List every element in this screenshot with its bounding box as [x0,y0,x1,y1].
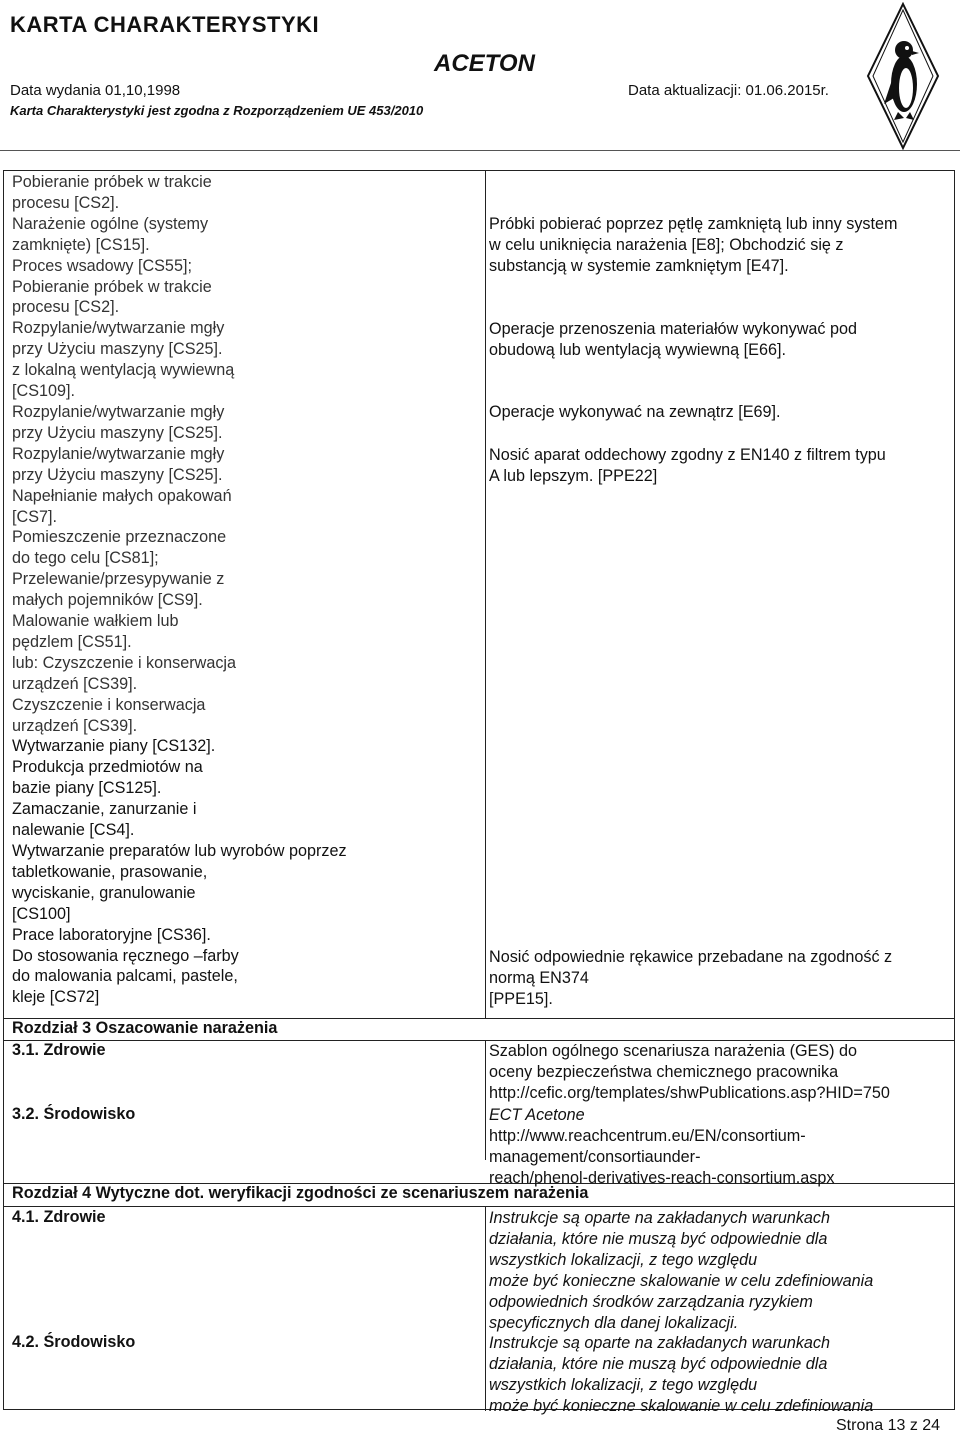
condition-line: Narażenie ogólne (systemy [12,214,209,233]
condition-line: kleje [CS72] [12,988,100,1007]
condition-line: Pomieszczenie przeznaczone [12,528,227,547]
section-3-1-text [489,1041,949,1104]
conditions-list [12,172,472,1008]
condition-line: Rozpylanie/wytwarzanie mgły [12,319,225,338]
condition-line: Pobieranie próbek w trakcie [12,173,212,191]
condition-line: Malowanie wałkiem lub [12,612,179,631]
update-date: Data aktualizacji: 01.06.2015r. [628,82,829,99]
measure-outdoors [489,402,949,423]
condition-line: procesu [CS2]. [12,193,120,212]
text-line: Instrukcje są oparte na zakładanych warunkach [489,1209,831,1227]
measure-line: w celu uniknięcia narażenia [E8]; Obchodzić się z [489,235,844,254]
penguin-logo [866,2,940,150]
measure-line: Próbki pobierać poprzez pętlę zamkniętą lub inny system [489,215,898,233]
condition-line: Pobieranie próbek w trakcie [12,277,212,296]
text-line: może być konieczne skalowanie w celu zdefiniowania [489,1396,874,1415]
row-divider [4,1206,954,1207]
header-divider [0,150,960,151]
text-line: wszystkich lokalizacji, z tego względu [489,1250,758,1269]
text-line: Instrukcje są oparte na zakładanych warunkach [489,1334,831,1352]
section-4-1-label: 4.1. Zdrowie [12,1208,106,1226]
condition-line: Produkcja przedmiotów na [12,758,203,777]
condition-line: urządzeń [CS39]. [12,674,138,693]
column-divider [485,1040,486,1160]
text-line: może być konieczne skalowanie w celu zdefiniowania [489,1271,874,1290]
section-4-heading: Rozdział 4 Wytyczne dot. weryfikacji zgodności ze scenariuszem narażenia [12,1184,589,1202]
condition-line: procesu [CS2]. [12,298,120,317]
condition-line: wyciskanie, granulowanie [12,883,196,902]
text-line: http://www.reachcentrum.eu/EN/consortium- [489,1126,806,1145]
measure-enclosure [489,319,949,361]
condition-line: [CS109]. [12,382,75,401]
condition-line: przy Użyciu maszyny [CS25]. [12,340,223,359]
measure-respirator [489,445,949,487]
condition-line: Do stosowania ręcznego –farby [12,946,239,965]
column-divider [485,1206,486,1411]
section-4-2-text [489,1333,949,1417]
condition-line: do malowania palcami, pastele, [12,967,238,986]
condition-line: do tego celu [CS81]; [12,549,159,568]
exposure-table [3,170,955,1415]
condition-line: Rozpylanie/wytwarzanie mgły [12,402,225,421]
page-number: Strona 13 z 24 [836,1417,941,1434]
measure-line: Operacje wykonywać na zewnątrz [E69]. [489,403,781,421]
condition-line: lub: Czyszczenie i konserwacja [12,653,237,672]
regulation-note: Karta Charakterystyki jest zgodna z Rozporządzeniem UE 453/2010 [10,103,424,118]
condition-line: zamknięte) [CS15]. [12,235,150,254]
condition-line: bazie piany [CS125]. [12,779,162,798]
text-line: management/consortiaunder- [489,1147,701,1166]
text-line: specyficznych dla danej lokalizacji. [489,1313,739,1332]
section-3-1-label: 3.1. Zdrowie [12,1041,106,1059]
condition-line: nalewanie [CS4]. [12,821,135,840]
text-line: działania, które nie muszą być odpowiednie dla [489,1354,828,1373]
condition-line: Przelewanie/przesypywanie z [12,570,225,589]
condition-line: Proces wsadowy [CS55]; [12,256,192,275]
condition-line: Czyszczenie i konserwacja [12,695,206,714]
condition-line: małych pojemników [CS9]. [12,591,203,610]
section-3-2-text [489,1105,949,1189]
issue-date: Data wydania 01,10,1998 [10,82,181,99]
measure-line: obudową lub wentylacją wywiewną [E66]. [489,340,786,359]
measure-line: Nosić odpowiednie rękawice przebadane na zgodność z [489,948,893,966]
measure-line: [PPE15]. [489,989,553,1008]
text-line: http://cefic.org/templates/shwPublications.asp?HID=750 [489,1083,890,1102]
document-header [0,0,960,152]
measure-line: normą EN374 [489,968,589,987]
condition-line: tabletkowanie, prasowanie, [12,862,208,881]
measure-line: substancją w systemie zamkniętym [E47]. [489,256,789,275]
text-line: wszystkich lokalizacji, z tego względu [489,1375,758,1394]
text-line: ECT Acetone [489,1106,585,1124]
text-line: odpowiednich środków zarządzania ryzykiem [489,1292,813,1311]
text-line: Szablon ogólnego scenariusza narażenia (GES) do [489,1042,858,1060]
condition-line: Wytwarzanie piany [CS132]. [12,737,216,756]
condition-line: urządzeń [CS39]. [12,716,138,735]
section-3-2-label: 3.2. Środowisko [12,1105,136,1123]
measure-gloves [489,947,949,1010]
condition-line: Zamaczanie, zanurzanie i [12,800,197,819]
text-line: działania, które nie muszą być odpowiednie dla [489,1229,828,1248]
column-divider [485,171,486,1018]
product-name: ACETON [434,50,535,77]
text-line: oceny bezpieczeństwa chemicznego pracownika [489,1062,839,1081]
document-title: KARTA CHARAKTERYSTYKI [10,12,320,37]
section-4-1-text [489,1208,949,1333]
condition-line: z lokalną wentylacją wywiewną [12,361,235,380]
condition-line: przy Użyciu maszyny [CS25]. [12,465,223,484]
section-3-heading: Rozdział 3 Oszacowanie narażenia [12,1019,278,1037]
condition-line: [CS100] [12,904,71,923]
condition-line: Wytwarzanie preparatów lub wyrobów poprzez [12,842,347,860]
condition-line: Napełnianie małych opakowań [12,486,232,505]
section-4-2-label: 4.2. Środowisko [12,1333,136,1351]
measure-line: Operacje przenoszenia materiałów wykonywać pod [489,320,857,338]
condition-line: Prace laboratoryjne [CS36]. [12,925,211,944]
measure-line: A lub lepszym. [PPE22] [489,466,658,485]
condition-line: pędzlem [CS51]. [12,632,132,651]
text-line: reach/phenol-derivatives-reach-consortium.aspx [489,1168,835,1187]
condition-line: przy Użyciu maszyny [CS25]. [12,423,223,442]
condition-line: Rozpylanie/wytwarzanie mgły [12,444,225,463]
measure-line: Nosić aparat oddechowy zgodny z EN140 z filtrem typu [489,446,886,464]
measure-closed-sampling [489,214,949,277]
condition-line: [CS7]. [12,507,57,526]
